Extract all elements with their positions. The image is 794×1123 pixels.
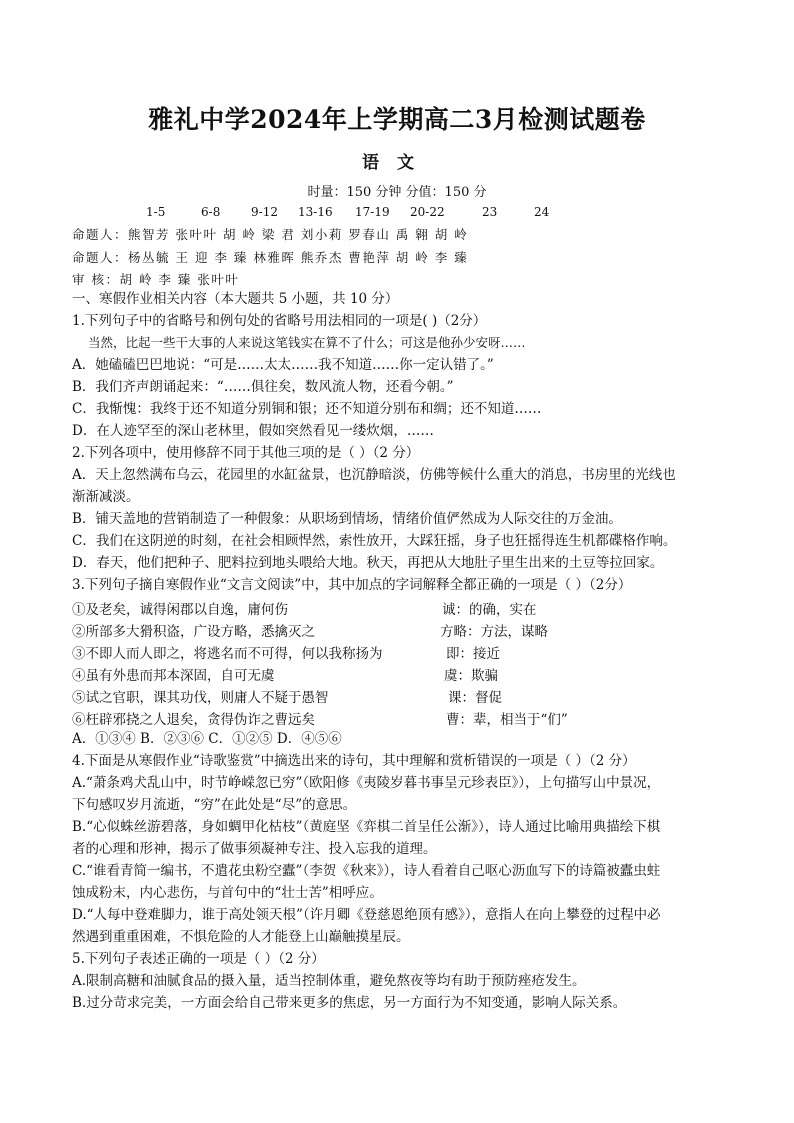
- option-a: A.“萧条鸡犬乱山中，时节峥嵘忽已穷”（欧阳修《夷陵岁暮书事呈元珍表臣》），上句描写山中景况，: [72, 775, 661, 791]
- exam-meta: 时量：150 分钟 分值：150 分: [307, 185, 487, 200]
- option-a: A．她磕磕巴巴地说：“可是……太太……我不知道……你一定认错了。”: [72, 357, 494, 373]
- option-b: B.“心似蛛丝游碧落，身如蜩甲化枯枝”（黄庭坚《弈棋二首呈任公渐》），诗人通过比喻用典描绘下棋: [72, 819, 661, 835]
- question-stem: 5.下列句子表述正确的一项是（ ）（2 分）: [72, 951, 325, 967]
- range-label: 9-12: [251, 205, 278, 219]
- staff-proposers: 命题人：熊智芳 张叶叶 胡 岭 梁 君 刘小莉 罗春山 禹 翱 胡 岭: [72, 227, 469, 242]
- option-d: D．在人迹罕至的深山老林里，假如突然看见一缕炊烟，……: [72, 423, 434, 439]
- option-b: B．铺天盖地的营销制造了一种假象：从职场到情场，情绪价值俨然成为人际交往的万金油。: [72, 511, 622, 527]
- gloss-meaning: 虞：欺骗: [444, 668, 498, 684]
- question-stem: 2.下列各项中，使用修辞不同于其他三项的是（ ）（2 分）: [72, 445, 420, 461]
- option-d-cont: 然遇到重重困难，不惧危险的人才能登上山巅触摸星辰。: [72, 929, 410, 945]
- option-b: B.过分苛求完美，一方面会给自己带来更多的焦虑，另一方面行为不知变通，影响人际关系。: [72, 995, 627, 1011]
- range-label: 1-5: [146, 205, 166, 219]
- option-c-cont: 蚀成粉末，内心悲伤，与首句中的“壮士苦”相呼应。: [72, 885, 383, 901]
- gloss-sentence: ③不即人而人即之，将逃名而不可得，何以我称扬为: [72, 646, 383, 662]
- gloss-sentence: ②所部多大猾积盗，广设方略，悉擒灭之: [72, 624, 315, 640]
- option-a: A．天上忽然满布乌云，花园里的水缸盆景，也沉静暗淡，仿佛等候什么重大的消息，书房里的光线也: [72, 467, 676, 483]
- exam-title: 雅礼中学2024年上学期高二3月检测试题卷: [148, 105, 646, 134]
- option-d: D．春天，他们把种子、肥料拉到地头喂给大地。秋天，再把从大地肚子里生出来的土豆等拉回家。: [72, 555, 664, 571]
- gloss-sentence: ⑥枉辟邪挠之人退矣，贪得伪诈之曹远矣: [72, 712, 315, 728]
- range-label: 13-16: [298, 205, 333, 219]
- exam-subject: 语文: [362, 153, 432, 173]
- question-stem: 1.下列句子中的省略号和例句处的省略号用法相同的一项是( )（2分）: [72, 313, 487, 329]
- option-b: B．我们齐声朗诵起来：“……俱往矣，数风流人物，还看今朝。”: [72, 379, 454, 395]
- option-a: A.限制高糖和油腻食品的摄入量，适当控制体重，避免熬夜等均有助于预防痤疮发生。: [72, 973, 586, 989]
- question-stem: 3.下列句子摘自寒假作业“文言文阅读”中，其中加点的字词解释全都正确的一项是（ ）（2分）: [72, 577, 632, 593]
- option-c: C.“谁看青简一编书，不遣花虫粉空蠹”（李贺《秋来》），诗人看着自己呕心沥血写下的诗篇被蠹虫蛀: [72, 863, 661, 879]
- gloss-meaning: 即：接近: [446, 646, 500, 662]
- question-ranges: [0, 205, 794, 221]
- gloss-meaning: 课：督促: [448, 690, 502, 706]
- option-b-cont: 者的心理和形神，揭示了做事须凝神专注、投入忘我的道理。: [72, 841, 437, 857]
- range-label: 6-8: [201, 205, 221, 219]
- option-c: C．我惭愧：我终于还不知道分别铜和银；还不知道分别布和绸；还不知道……: [72, 401, 542, 417]
- staff-proposers-2: 命题人：杨丛毓 王 迎 李 臻 林雅晖 熊乔杰 曹艳萍 胡 岭 李 臻: [72, 250, 469, 265]
- gloss-sentence: ⑤试之官职，课其功伐，则庸人不疑于愚智: [72, 690, 329, 706]
- answer-choices: A．①③④ B．②③⑥ C．①②⑤ D．④⑤⑥: [72, 731, 342, 747]
- question-example: 当然，比起一些干大事的人来说这笔钱实在算不了什么；可这是他孙少安呀……: [88, 335, 526, 350]
- staff-reviewers: 审 核：胡 岭 李 臻 张叶叶: [72, 272, 240, 287]
- question-stem: 4.下面是从寒假作业“诗歌鉴赏”中摘选出来的诗句，其中理解和赏析错误的一项是（ ）（2 分）: [72, 753, 636, 769]
- range-label: 24: [534, 205, 550, 219]
- option-a-cont: 渐渐减淡。: [72, 489, 140, 505]
- option-a-cont: 下句感叹岁月流逝，“穷”在此处是“尽”的意思。: [72, 797, 357, 813]
- gloss-meaning: 方略：方法，谋略: [440, 624, 548, 640]
- section-heading: 一、寒假作业相关内容（本大题共 5 小题，共 10 分）: [72, 291, 399, 307]
- range-label: 23: [482, 205, 498, 219]
- gloss-meaning: 诚：的确，实在: [442, 602, 537, 618]
- option-c: C．我们在这阴逆的时刻，在社会相顾悍然，索性放开，大踩狂摇，身子也狂摇得连生机都碟格作响。: [72, 533, 677, 549]
- range-label: 17-19: [355, 205, 390, 219]
- gloss-meaning: 曹：辈，相当于“们”: [446, 712, 568, 728]
- range-label: 20-22: [410, 205, 445, 219]
- gloss-sentence: ①及老矣，诚得闲郡以自逸，庸何伤: [72, 602, 288, 618]
- option-d: D.“人每中登难脚力，谁于高处领天根”（许月卿《登慈恩绝顶有感》），意指人在向上攀登的过程中必: [72, 907, 661, 923]
- gloss-sentence: ④虽有外患而邦本深固，自可无虞: [72, 668, 275, 684]
